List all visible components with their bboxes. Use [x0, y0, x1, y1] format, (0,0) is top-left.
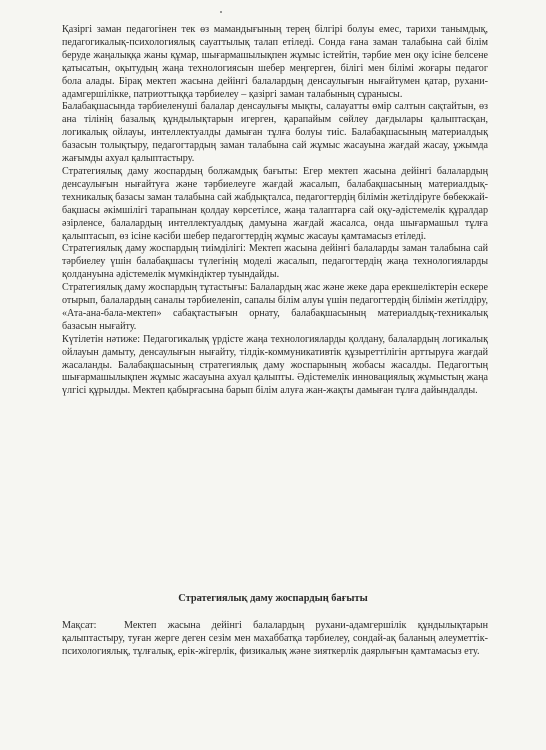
section-heading: Стратегиялық даму жоспардың бағыты	[178, 593, 368, 604]
paragraph-kindergarten: Балабақшасында тәрбиеленуші балалар денсаулығы мықты, салауатты өмір салтын сақтайтын, өз ана тілінің базалық құндылықтарын игерген, қарапайым сөйлеу дағдылары қалыптасқан, логикалық ойлауы, интеллектуалды дамыған тұлға болуы тиіс. Балабақшасының материалдық базасын толықтыру, педагогтардың заман талабына сай жұмыс жасауына жағдай жасау, ұжымда жағымды ахуал қалыптастыру.	[62, 101, 488, 165]
paragraph-expected-result: Күтілетін нәтиже: Педагогикалық үрдісте жаңа технологияларды қолдану, балалардың логикалық ойлауын дамыту, денсаулығын нығайту, тілдік-коммуникативтік құзыреттілігін арттыруға жағдай жасаланды. Балабақшасының стратегиялық даму жоспарының жобасы жасалды. Педагогтың шығармашылықпен жұмыс жасауына ахуал қалыпты. Әдістемелік инновациялық жұмыстың жаңа үлгісі құрылды. Мектеп қабырғасына барып білім алуға жан-жақты дамыған тұлға дайындалды.	[62, 333, 488, 397]
goal-paragraph	[62, 619, 488, 659]
paragraph-forecast: Стратегиялық даму жоспардың болжамдық бағыты: Егер мектеп жасына дейінгі балалардың денсаулығын нығайтуға және тәрбиелеуге жағдай жасалып, балабақшасының материалдық-техникалық базасы заман талабына сай жабдықталса, педагогтердің білімін жетілдіруге бөбекжай-бақшасы әкімшілігі тарапынан қолдау көрсетілсе, жаңа талаптарға сай оқу-әдістемелік құралдар әзірленсе, балалардың интеллектуалдық дамуына жағдай жасалса, онда шығармашыл тұлға қалыптасып, өз ісіне кәсіби шебер педагогтердің жұмыс жасауы қамтамасыз етіледі.	[62, 165, 488, 242]
paragraph-integrity: Стратегиялық даму жоспардың тұтастығы: Балалардың жас және жеке дара ерекшеліктерін ескере отырып, балалардың саналы тәрбиеленіп, сапалы білім алуы үшін педагогтердің білімін жетілдіру, «Ата-ана-бала-мектеп» сабақтастығын орнату, балабақшасының материалдық-техникалық базасын нығайту.	[62, 282, 488, 332]
scan-speck	[220, 11, 222, 13]
paragraph-efficiency: Стратегиялық даму жоспардың тиімділігі: Мектеп жасына дейінгі балаларды заман талабына сай тәрбиелеу үшін балабақшасы түлегінің моделі жасалып, педагогтердің жаңа технологияларды қолдануына әдістемелік мүмкіндіктер туындайды.	[62, 243, 488, 281]
paragraph-intro: Қазіргі заман педагогінен тек өз мамандығының терең білгірі болуы емес, тарихи танымдық, педагогикалық-психологиялық сауаттылық талап етіледі. Сонда ғана заман талабына сай білім беруде жаңалыққа жаны құмар, шығармашылықпен жұмыс істейтін, тәрбие мен оқу ісіне белсене қатысатын, оқытудың жаңа технологиясын шебер меңгерген, білігі мен білімі жоғары педагог бола алады. Бірақ мектеп жасына дейінгі балалардың денсаулығын нығайтумен қатар, рухани-адамгершілікке, патриоттыққа тәрбиелеу – қазіргі заман талабының сұранысы.	[62, 24, 488, 100]
body-text	[62, 24, 488, 398]
goal-label: Мақсат:	[62, 620, 97, 631]
goal-text: Мектеп жасына дейінгі балалардың рухани-адамгершілік құндылықтарын қалыптастыру, туған жерге деген сезім мен махаббатқа тәрбиелеу, сондай-ақ баланың әлеуметтік-психологиялық, тұлғалық, ерік-жігерлік, физикалық және зияткерлік даярлығын қамтамасыз ету.	[62, 620, 488, 658]
